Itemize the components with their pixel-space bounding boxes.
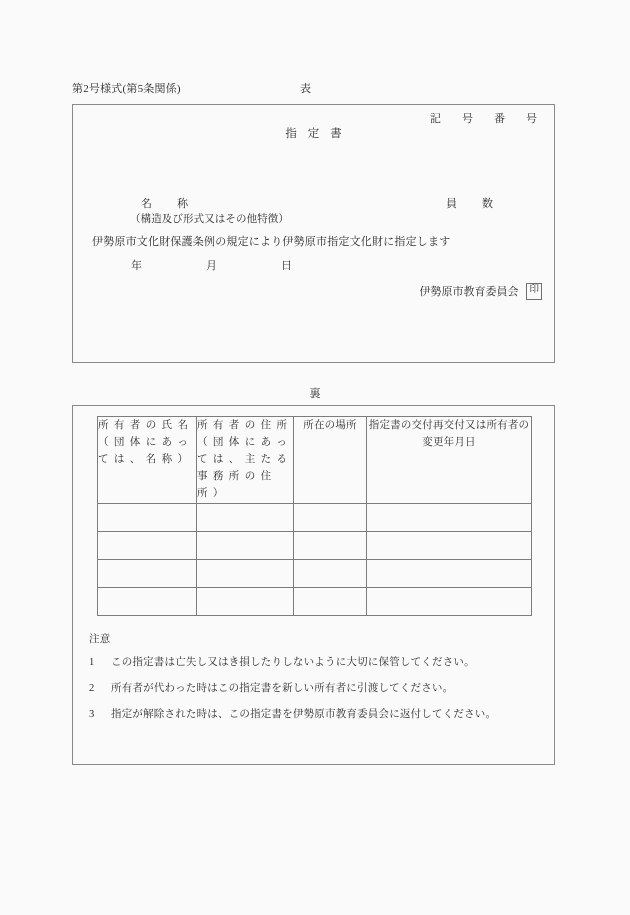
front-side-label: 表 — [300, 83, 311, 95]
cell-owner-address[interactable] — [197, 532, 294, 560]
seal-icon: 印 — [526, 283, 542, 300]
issuer-name: 伊勢原市教育委員会 — [419, 286, 519, 299]
note-text: 指定が解除された時は、この指定書を伊勢原市教育委員会に返付してください。 — [111, 709, 497, 720]
cell-location[interactable] — [294, 532, 367, 560]
cell-issue-change-date[interactable] — [367, 532, 532, 560]
form-number: 第2号様式(第5条関係) — [72, 83, 181, 95]
column-header-location: 所在の場所 — [294, 417, 367, 504]
cell-owner-address[interactable] — [197, 504, 294, 532]
table-header-row — [98, 417, 532, 504]
cell-issue-change-date[interactable] — [367, 504, 532, 532]
column-header-issue-change-date: 指定書の交付再交付又は所有者の変更年月日 — [367, 417, 532, 504]
reference-number-fields: 記 号 番 号 — [430, 113, 542, 125]
certificate-title: 指 定 書 — [285, 128, 346, 140]
notes-section — [89, 631, 544, 733]
issuer-block — [419, 283, 542, 300]
table-row[interactable] — [98, 588, 532, 616]
cell-owner-name[interactable] — [98, 588, 197, 616]
note-number: 1 — [89, 657, 95, 668]
cell-location[interactable] — [294, 588, 367, 616]
column-header-owner-address: 所有者の住所（団体にあっては、主たる事務所の住所） — [197, 417, 294, 504]
certificate-back-box — [72, 405, 555, 765]
designation-sentence: 伊勢原市文化財保護条例の規定により伊勢原市指定文化財に指定します — [92, 236, 451, 248]
note-text: この指定書は亡失し又はき損したりしないように大切に保管してください。 — [111, 657, 475, 668]
date-line: 年 月 日 — [131, 260, 306, 272]
note-item — [89, 655, 544, 671]
name-label: 名 称 — [141, 198, 195, 210]
note-text: 所有者が代わった時はこの指定書を新しい所有者に引渡してください。 — [111, 683, 454, 694]
note-item — [89, 681, 544, 697]
name-and-count-row — [73, 195, 554, 211]
back-side-label: 裏 — [309, 388, 321, 400]
cell-owner-address[interactable] — [197, 588, 294, 616]
table-body — [98, 504, 532, 616]
note-item — [89, 707, 544, 723]
owner-record-table — [97, 416, 532, 616]
cell-owner-name[interactable] — [98, 560, 197, 588]
table-row[interactable] — [98, 560, 532, 588]
cell-owner-name[interactable] — [98, 504, 197, 532]
cell-location[interactable] — [294, 560, 367, 588]
table-row[interactable] — [98, 504, 532, 532]
cell-issue-change-date[interactable] — [367, 560, 532, 588]
table-row[interactable] — [98, 532, 532, 560]
structure-note: （構造及び形式又はその他特徴） — [130, 214, 289, 225]
cell-location[interactable] — [294, 504, 367, 532]
notes-title: 注意 — [89, 634, 111, 645]
note-number: 3 — [89, 709, 95, 720]
count-label: 員 数 — [446, 198, 500, 210]
certificate-front-box — [72, 104, 555, 363]
cell-owner-name[interactable] — [98, 532, 197, 560]
note-number: 2 — [89, 683, 95, 694]
column-header-owner-name: 所有者の氏名（団体にあっては、名称） — [98, 417, 197, 504]
cell-issue-change-date[interactable] — [367, 588, 532, 616]
cell-owner-address[interactable] — [197, 560, 294, 588]
